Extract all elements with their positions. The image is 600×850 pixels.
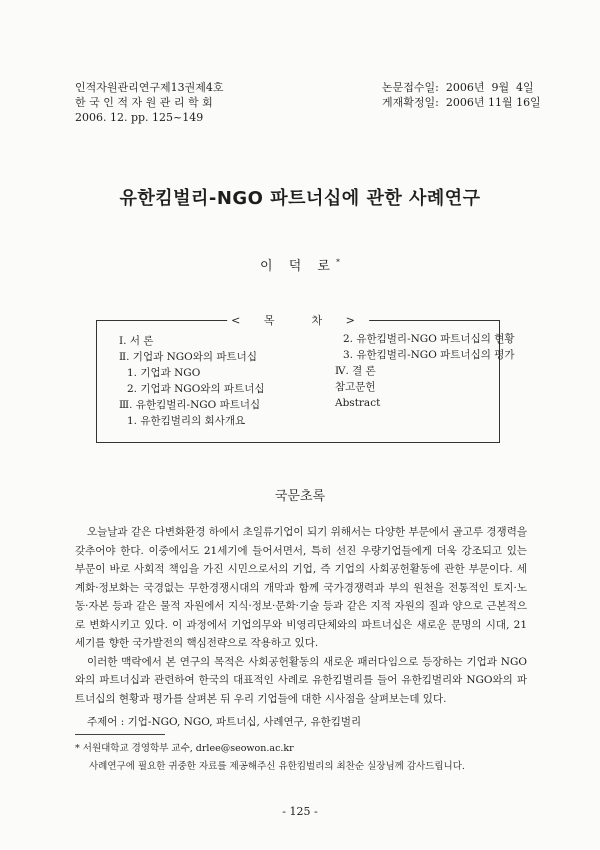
toc-item: Ⅰ. 서 론: [119, 335, 154, 347]
author-footnote-mark: *: [335, 257, 340, 267]
accepted-date: 게재확정일: 2006년 11월 16일: [382, 96, 541, 109]
toc-item: 2. 유한킴벌리-NGO 파트너십의 현황: [343, 333, 515, 345]
toc-item: Abstract: [335, 397, 381, 409]
toc-item: 1. 유한킴벌리의 회사개요: [127, 415, 246, 427]
toc-item: 3. 유한킴벌리-NGO 파트너십의 평가: [343, 349, 515, 361]
table-of-contents: [96, 314, 515, 443]
keywords: 주제어 : 기업-NGO, NGO, 파트너십, 사례연구, 유한킴벌리: [87, 716, 362, 728]
page-number: - 125 -: [282, 805, 318, 818]
toc-item: 참고문헌: [335, 381, 376, 393]
toc-label: < 목 차 >: [227, 312, 369, 328]
abstract-paragraph: 이러한 맥락에서 본 연구의 목적은 사회공헌활동의 새로운 패러다임으로 등장하는 기업과 NGO와의 파트너십과 관련하여 한국의 대표적인 사례로 유한킴벌리를 들어 유한킴벌리와 NGO와의 파트너십의 현황과 평가를 살펴본 뒤 우리 기업들에 대한 시사점을 살펴보는데 있다.: [75, 655, 527, 705]
received-date: 논문접수일: 2006년 9월 4일: [382, 81, 534, 94]
abstract-paragraph: 오늘날과 같은 다변화환경 하에서 초일류기업이 되기 위해서는 다양한 부문에서 골고루 경쟁력을 갖추어야 한다. 이중에서도 21세기에 들어서면서, 특히 선진 우량기업들에게 더욱 강조되고 있는 부문이 바로 사회적 책임을 가진 시민으로서의 기업, 즉 기업의 사회공헌활동에 관한 부문이다. 세계화·정보화는 국경없는 무한경쟁시대의 개막과 함께 국가경쟁력과 부의 원천을 전통적인 토지·노동·자본 등과 같은 물적 자원에서 지식·정보·문화·기술 등과 같은 지적 자원의 질과 양으로 근본적으로 변화시키고 있다. 이 과정에서 기업의무와 비영리단체와의 파트너십은 새로운 문명의 시대, 21세기를 향한 국가발전의 핵심전략으로 작용하고 있다.: [75, 526, 527, 649]
toc-left-column: [119, 333, 265, 429]
abstract-body: [75, 523, 527, 708]
paper-title: 유한킴벌리-NGO 파트너십에 관한 사례연구: [119, 188, 481, 209]
abstract-heading: 국문초록: [274, 489, 326, 504]
toc-item: Ⅲ. 유한킴벌리-NGO 파트너십: [119, 399, 261, 411]
footnote-affiliation: * 서원대학교 경영학부 교수, drlee@seowon.ac.kr: [75, 743, 294, 754]
toc-right-column: [335, 331, 515, 411]
journal-info: [75, 80, 224, 125]
toc-item: 1. 기업과 NGO: [127, 367, 201, 379]
issue-info: 2006. 12. pp. 125~149: [75, 111, 204, 124]
society-name: 한 국 인 적 자 원 관 리 학 회: [75, 96, 213, 109]
journal-name: 인적자원관리연구제13권제4호: [75, 81, 224, 94]
toc-item: 2. 기업과 NGO와의 파트너십: [127, 383, 265, 395]
toc-item: Ⅱ. 기업과 NGO와의 파트너십: [119, 351, 257, 363]
toc-item: Ⅳ. 결 론: [335, 365, 376, 377]
footnote: [75, 740, 465, 776]
footnote-divider: [75, 734, 165, 735]
footnote-acknowledgement: 사례연구에 필요한 귀중한 자료를 제공해주신 유한킴벌리의 최찬순 실장님께 감사드립니다.: [89, 761, 465, 772]
author-line: [0, 255, 600, 274]
author-name: 이 덕 로: [260, 259, 336, 274]
submission-dates: [382, 80, 541, 110]
